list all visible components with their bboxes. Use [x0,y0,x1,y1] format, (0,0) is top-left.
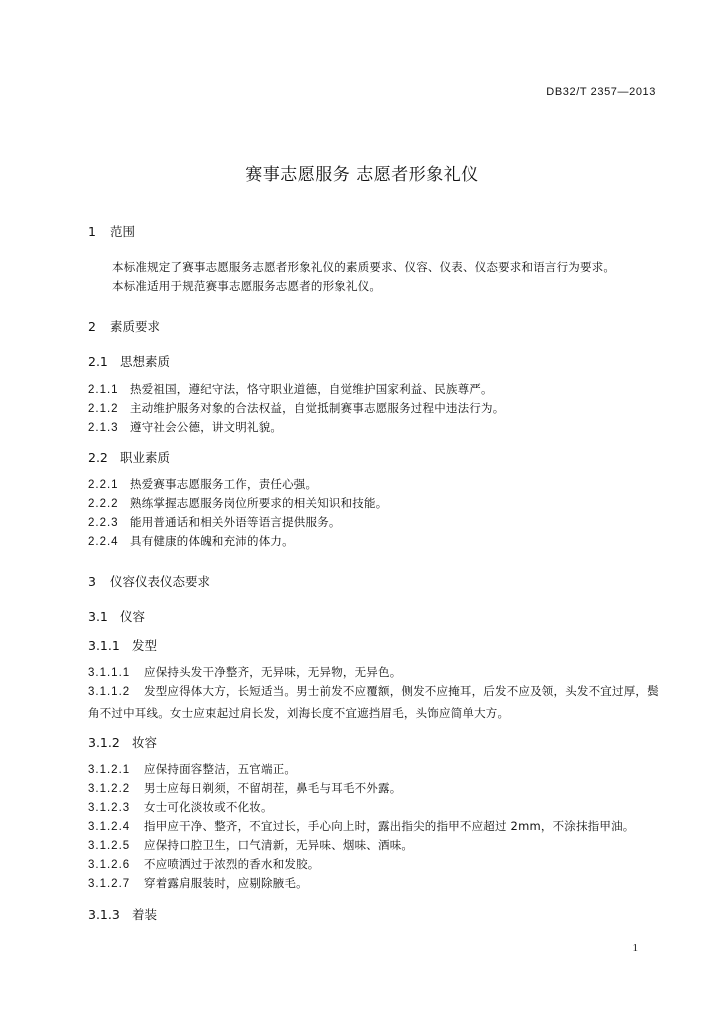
section-2-1-heading [88,352,170,370]
section-title: 素质要求 [110,319,161,334]
item-number: 3.1.2.1 [88,764,131,776]
item-text: 热爱赛事志愿服务工作，责任心强。 [130,477,318,491]
section-title: 思想素质 [120,354,171,369]
item-number: 3.1.2.3 [88,802,131,814]
section-3-heading [88,572,210,590]
list-item [88,837,413,853]
section-title: 发型 [132,638,158,653]
list-item [88,818,634,834]
item-text: 具有健康的体魄和充沛的体力。 [130,534,294,548]
section-3-1-3-heading [88,905,157,923]
list-item [88,799,273,815]
section-number: 3.1 [88,609,108,624]
item-text: 应保持头发干净整齐，无异味，无异物，无异色。 [144,665,402,679]
document-number: DB32/T 2357—2013 [546,86,656,98]
list-item [88,419,282,435]
section-title: 着装 [132,907,158,922]
item-text: 熟练掌握志愿服务岗位所要求的相关知识和技能。 [130,496,388,510]
item-text: 男士应每日剃须，不留胡茬，鼻毛与耳毛不外露。 [144,781,402,795]
item-number: 3.1.1.1 [88,667,131,679]
list-item [88,875,308,891]
section-3-1-1-heading [88,636,157,654]
page-number: 1 [632,942,638,954]
item-text: 不应喷洒过于浓烈的香水和发胶。 [144,857,320,871]
section-title: 范围 [110,224,136,239]
section-number: 3.1.3 [88,907,120,922]
item-text: 指甲应干净、整齐，不宜过长，手心向上时，露出指尖的指甲不应超过 2mm，不涂抹指甲油。 [144,819,635,833]
list-item [88,495,387,511]
item-number: 3.1.2.2 [88,783,131,795]
item-number: 2.1.3 [88,422,119,434]
item-number: 2.1.1 [88,384,119,396]
section-number: 2.1 [88,354,108,369]
item-number: 3.1.2.4 [88,821,131,833]
section-title: 仪容 [120,609,146,624]
item-number: 2.2.3 [88,517,119,529]
item-text: 穿着露肩服装时，应剔除腋毛。 [144,876,308,890]
scope-paragraph-2: 本标准适用于规范赛事志愿服务志愿者的形象礼仪。 [112,279,382,293]
item-text: 能用普通话和相关外语等语言提供服务。 [130,515,341,529]
section-2-2-heading [88,448,170,466]
section-3-1-heading [88,607,145,625]
item-number: 3.1.1.2 [88,686,131,698]
section-number: 2.2 [88,450,108,465]
section-number: 3.1.1 [88,638,120,653]
section-1-heading [88,222,135,240]
list-item [88,856,320,872]
section-number: 3 [88,574,96,589]
list-item [88,533,294,549]
item-text: 主动维护服务对象的合法权益，自觉抵制赛事志愿服务过程中违法行为。 [130,401,505,415]
item-text: 热爱祖国，遵纪守法，恪守职业道德，自觉维护国家利益、民族尊严。 [130,382,493,396]
list-item [88,780,401,796]
item-text: 遵守社会公德，讲文明礼貌。 [130,420,283,434]
list-item [88,664,401,680]
section-2-heading [88,317,160,335]
section-title: 职业素质 [120,450,171,465]
document-title: 赛事志愿服务 志愿者形象礼仪 [245,165,479,185]
section-title: 妆容 [132,735,158,750]
list-item [88,381,493,397]
section-number: 2 [88,319,96,334]
list-item [88,514,341,530]
item-number: 2.2.2 [88,498,119,510]
list-item [88,761,296,777]
item-number: 3.1.2.6 [88,859,131,871]
section-3-1-2-heading [88,733,157,751]
item-number: 3.1.2.7 [88,878,131,890]
section-number: 1 [88,224,96,239]
item-number: 2.2.1 [88,479,119,491]
list-item [88,400,504,416]
item-text: 应保持面容整洁，五官端正。 [144,762,297,776]
scope-paragraph-1: 本标准规定了赛事志愿服务志愿者形象礼仪的素质要求、仪容、仪表、仪态要求和语言行为要求。 [112,260,616,274]
list-item [88,476,317,492]
item-text: 女士可化淡妆或不化妆。 [144,800,273,814]
list-item-wrapped [88,681,664,724]
item-text: 发型应得体大方，长短适当。男士前发不应覆额，侧发不应掩耳，后发不应及领，头发不宜过厚，鬓角不过中耳线。女士应束起过肩长发，刘海长度不宜遮挡眉毛，头饰应简单大方。 [88,684,659,720]
item-number: 3.1.2.5 [88,840,131,852]
item-number: 2.1.2 [88,403,119,415]
item-text: 应保持口腔卫生，口气清新，无异味、烟味、酒味。 [144,838,414,852]
section-number: 3.1.2 [88,735,120,750]
item-number: 2.2.4 [88,536,119,548]
section-title: 仪容仪表仪态要求 [110,574,211,589]
